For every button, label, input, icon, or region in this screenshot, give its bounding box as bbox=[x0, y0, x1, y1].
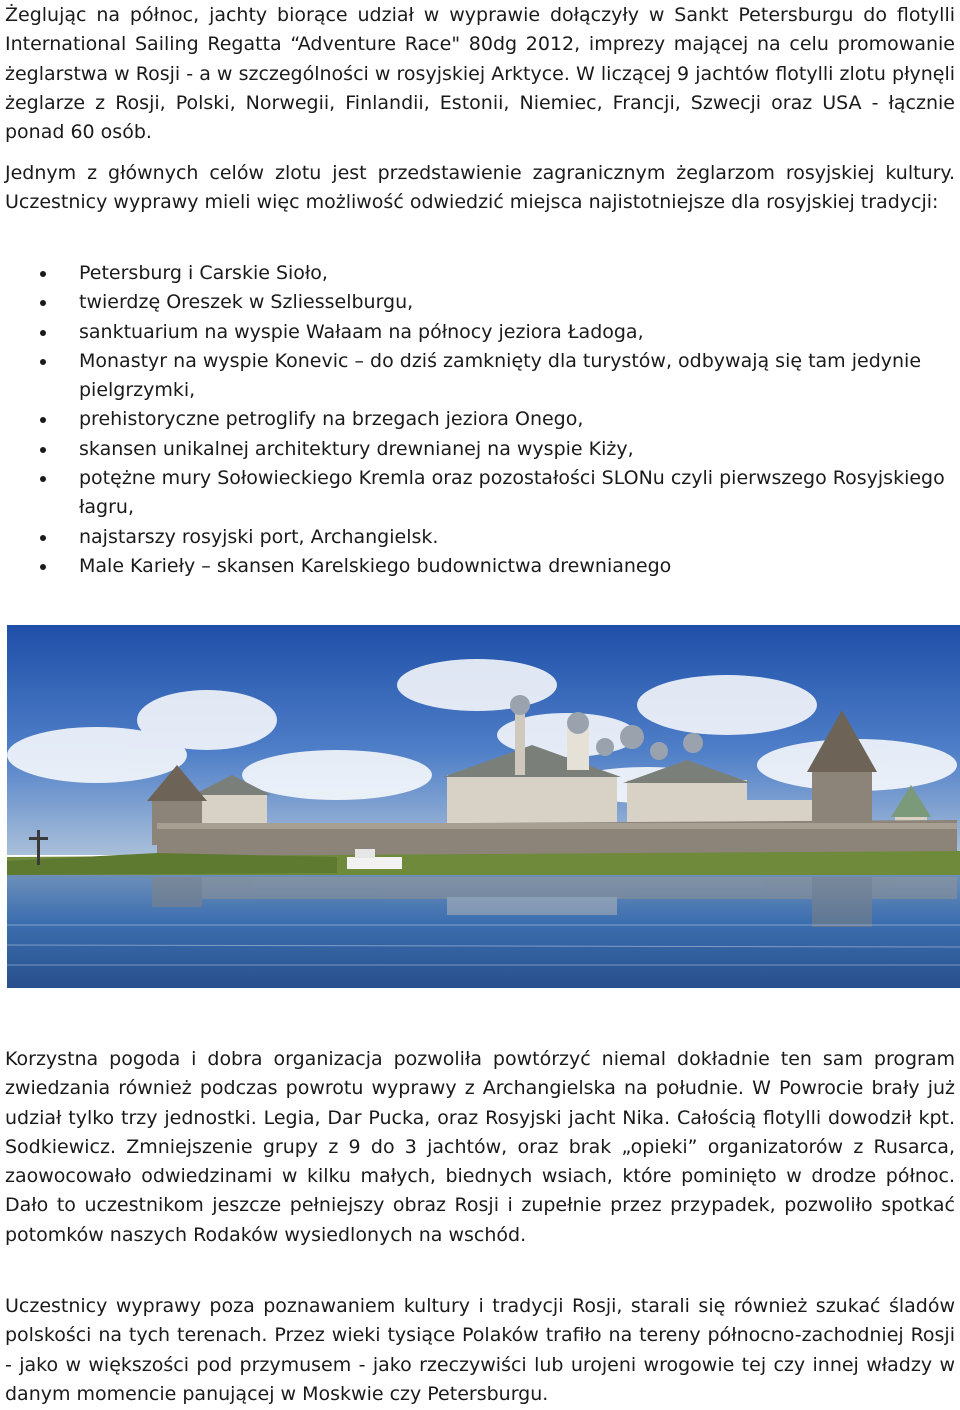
list-item: twierdzę Oreszek w Szliesselburgu, bbox=[0, 288, 958, 317]
list-item: skansen unikalnej architektury drewnianej na wyspie Kiży, bbox=[0, 435, 958, 464]
list-item: najstarszy rosyjski port, Archangielsk. bbox=[0, 523, 958, 552]
monastery-photo-drawing bbox=[7, 625, 960, 988]
heritage-paragraph: Uczestnicy wyprawy poza poznawaniem kultury i tradycji Rosji, starali się również szukać śladów polskości na tych terenach. Przez wieki tysiące Polaków trafiło na tereny północno-zachodniej Rosji - jako w większości pod przymusem - jako rzeczywiści lub urojeni wrogowie tej czy innej władzy w danym momencie panującej w Moskwie czy Petersburgu. bbox=[5, 1295, 955, 1405]
list-item: potężne mury Sołowieckiego Kremla oraz pozostałości SLONu czyli pierwszego Rosyjskiego łagru, bbox=[0, 464, 958, 523]
list-item: prehistoryczne petroglify na brzegach jeziora Onego, bbox=[0, 405, 958, 434]
goals-paragraph: Jednym z głównych celów zlotu jest przedstawienie zagranicznym żeglarzom rosyjskiej kultury. Uczestnicy wyprawy mieli więc możliwość odwiedzić miejsca najistotniejsze dla rosyjskiej tradycji: bbox=[5, 162, 955, 214]
list-item: Petersburg i Carskie Sioło, bbox=[0, 259, 958, 288]
list-item: Monastyr na wyspie Konevic – do dziś zamknięty dla turystów, odbywają się tam jedynie pielgrzymki, bbox=[0, 347, 958, 406]
intro-paragraph: Żeglując na północ, jachty biorące udział w wyprawie dołączyły w Sankt Petersburgu do flotylli International Sailing Regatta “Adventure Race" 80dg 2012, imprezy mającej na celu promowanie żeglarstwa w Rosji - a w szczególności w rosyjskiej Arktyce. W liczącej 9 jachtów flotylli zlotu płynęli żeglarze z Rosji, Polski, Norwegii, Finlandii, Estonii, Niemiec, Francji, Szwecji oraz USA - łącznie ponad 60 osób. bbox=[5, 4, 955, 144]
monastery-photo bbox=[7, 625, 960, 988]
list-item: Male Karieły – skansen Karelskiego budownictwa drewnianego bbox=[0, 552, 958, 581]
return-paragraph: Korzystna pogoda i dobra organizacja pozwoliła powtórzyć niemal dokładnie ten sam program zwiedzania również podczas powrotu wyprawy z Archangielska na południe. W Powrocie brały już udział tylko trzy jednostki. Legia, Dar Pucka, oraz Rosyjski jacht Nika. Całością flotylli dowodził kpt. Sodkiewicz. Zmniejszenie grupy z 9 do 3 jachtów, oraz brak „opieki” organizatorów z Rusarca, zaowocowało odwiedzinami w kilku małych, biednych wsiach, które pominięto w drodze północ. Dało to uczestnikom jeszcze pełniejszy obraz Rosji i zupełnie przez przypadek, pozwoliło spotkać potomków naszych Rodaków wysiedlonych na wschód. bbox=[5, 1048, 955, 1246]
list-item: sanktuarium na wyspie Wałaam na północy jeziora Ładoga, bbox=[0, 318, 958, 347]
places-list bbox=[0, 259, 958, 581]
